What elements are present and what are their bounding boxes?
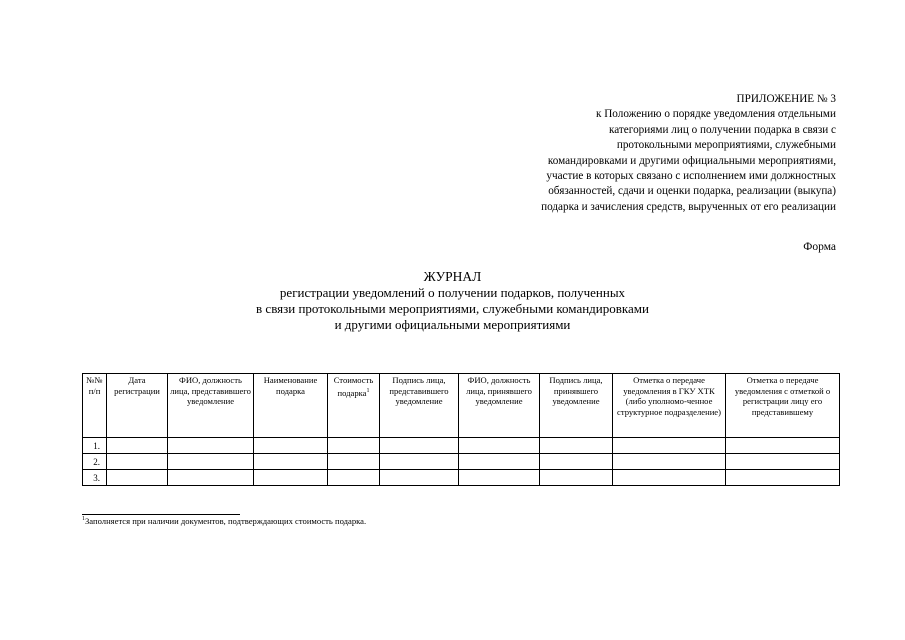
row-number: 1. xyxy=(83,438,107,454)
table-row xyxy=(83,438,840,454)
header-return-mark: Отметка о передаче уведомления с отметкой о регистрации лицу его представившему xyxy=(726,374,840,438)
header-number: №№ п/п xyxy=(83,374,107,438)
appendix-line: обязанностей, сдачи и оценки подарка, реализации (выкупа) xyxy=(548,185,836,198)
row-number: 2. xyxy=(83,454,107,470)
header-gift-name: Наименование подарка xyxy=(254,374,328,438)
header-submitter-signature: Подпись лица, представившего уведомление xyxy=(380,374,459,438)
footnote-mark: 1 xyxy=(82,516,85,523)
appendix-line: участие в которых связано с исполнением ими должностных xyxy=(546,170,836,183)
header-receiver-name: ФИО, должность лица, принявшего уведомление xyxy=(459,374,540,438)
appendix-line: категориями лиц о получении подарка в связи с xyxy=(608,123,836,136)
appendix-line: подарка и зачисления средств, вырученных от его реализации xyxy=(541,200,836,213)
table-row xyxy=(83,454,840,470)
appendix-line: командировками и другими официальными мероприятиями, xyxy=(547,154,836,167)
footnote-divider xyxy=(82,514,240,515)
footnote xyxy=(82,516,366,526)
form-label: Форма xyxy=(803,241,836,253)
journal-heading xyxy=(0,269,905,333)
appendix-title: ПРИЛОЖЕНИЕ № 3 xyxy=(736,93,836,105)
header-gift-cost-text: Стоимость подарка xyxy=(333,375,374,398)
journal-subtitle-line: и другими официальными мероприятиями xyxy=(334,317,571,332)
header-registration-date: Дата регистрации xyxy=(107,374,168,438)
footnote-text: Заполняется при наличии документов, подтверждающих стоимость подарка. xyxy=(85,516,367,526)
appendix-block xyxy=(456,92,836,215)
header-transfer-mark: Отметка о передаче уведомления в ГКУ ХТК (либо уполномо-ченное структурное подразделение) xyxy=(613,374,726,438)
table-header-row xyxy=(83,374,840,438)
header-gift-cost xyxy=(328,374,380,438)
journal-title: ЖУРНАЛ xyxy=(423,269,482,284)
journal-subtitle-line: в связи протокольными мероприятиями, служебными командировками xyxy=(256,301,649,316)
journal-subtitle-line: регистрации уведомлений о получении подарков, полученных xyxy=(279,285,626,300)
header-receiver-signature: Подпись лица, принявшего уведомление xyxy=(540,374,613,438)
appendix-line: к Положению о порядке уведомления отдельными xyxy=(596,108,836,121)
registration-table xyxy=(82,373,840,486)
appendix-line: протокольными мероприятиями, служебными xyxy=(616,139,836,152)
row-number: 3. xyxy=(83,470,107,486)
header-submitter-name: ФИО, должность лица, представившего уведомление xyxy=(168,374,254,438)
footnote-ref: 1 xyxy=(366,387,370,394)
table-row xyxy=(83,470,840,486)
